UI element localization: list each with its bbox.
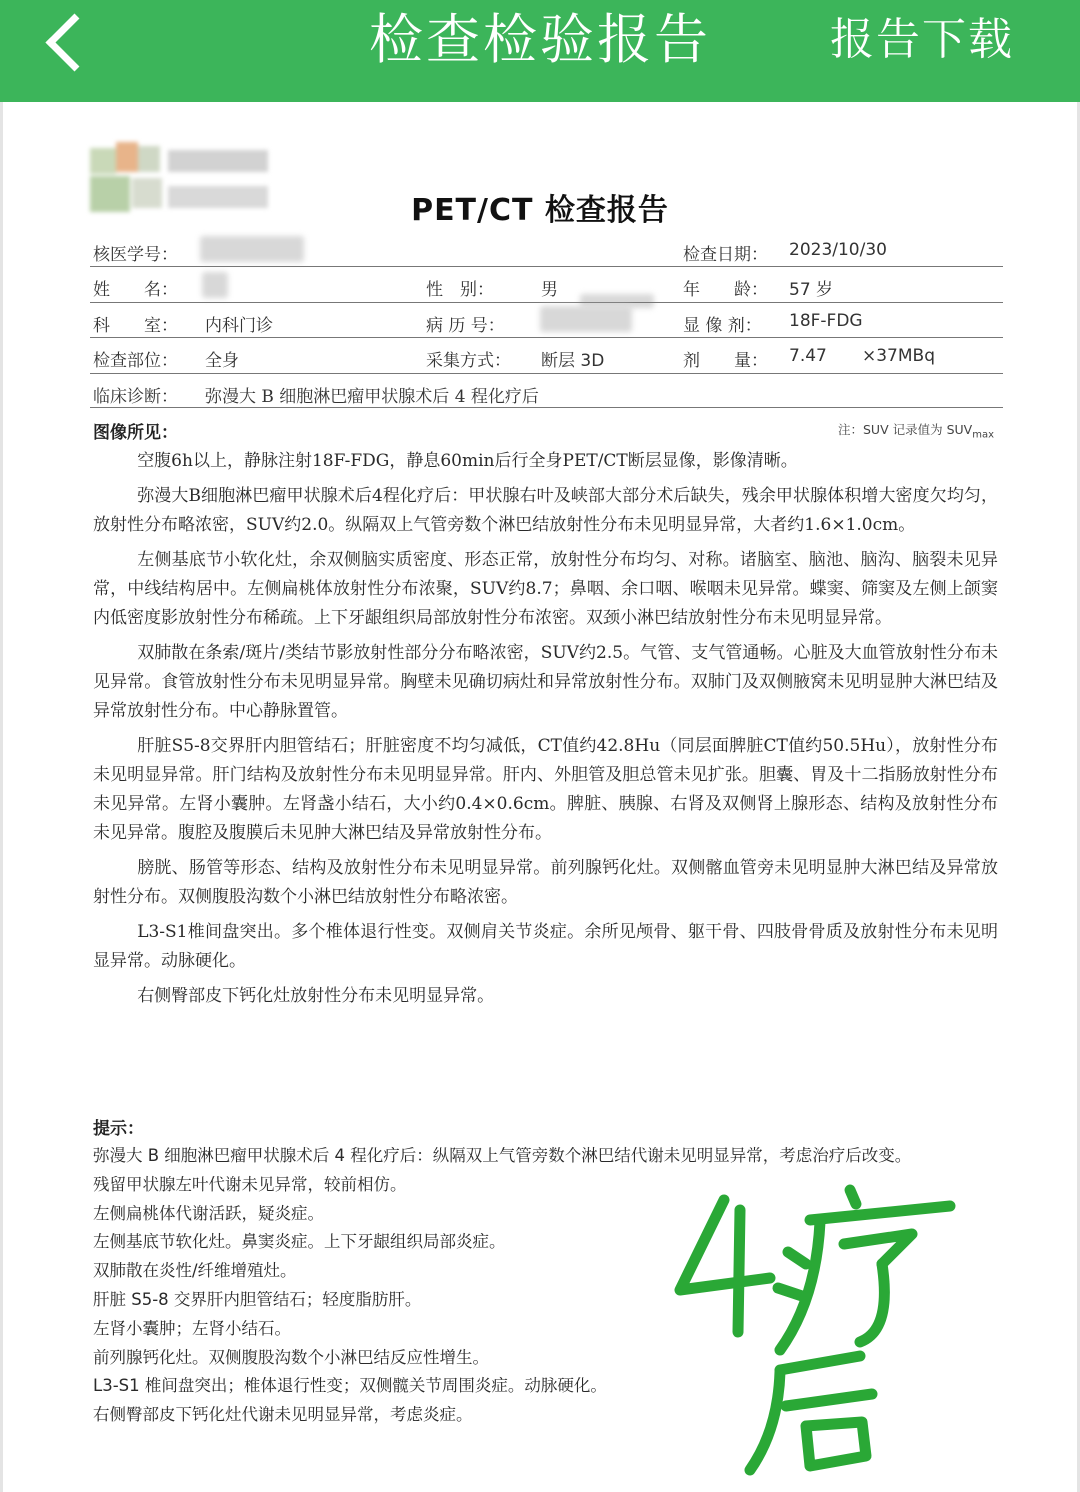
nuclear-no-redacted	[200, 236, 304, 262]
diagnosis-label: 临床诊断：	[93, 387, 178, 407]
gender-label: 性 别：	[426, 280, 494, 300]
dose-label: 剂 量：	[683, 351, 768, 371]
findings-paragraph: 弥漫大B细胞淋巴瘤甲状腺术后4程化疗后：甲状腺右叶及峡部大部分术后缺失，残余甲状腺体积增大密度欠均匀，放射性分布略浓密，SUV约2.0。纵隔双上气管旁数个淋巴结放射性分布未见明显异常，大者约1.6×1.0cm。	[93, 486, 998, 535]
hint-item: 左侧扁桃体代谢活跃，疑炎症。	[93, 1203, 324, 1223]
hint-item: 肝脏 S5-8 交界肝内胆管结石；轻度脂肪肝。	[93, 1289, 422, 1309]
findings-paragraph: 双肺散在条索/斑片/类结节影放射性部分分布略浓密，SUV约2.5。气管、支气管通畅。心脏及大血管放射性分布未见异常。食管放射性分布未见明显异常。胸壁未见确切病灶和异常放射性分布。双肺门及双侧腋窝未见明显肿大淋巴结及异常放射性分布。中心静脉置管。	[93, 643, 998, 721]
dose-value: 7.47	[789, 346, 827, 366]
hints-heading: 提示：	[93, 1119, 144, 1139]
findings-paragraph: 右侧臀部皮下钙化灶放射性分布未见明显异常。	[137, 986, 495, 1006]
agent-label: 显 像 剂：	[683, 316, 762, 336]
part-label: 检查部位：	[93, 351, 178, 371]
divider	[90, 337, 1003, 338]
name-label: 姓 名：	[93, 280, 178, 300]
age-value: 57 岁	[789, 280, 834, 300]
findings-paragraph: 肝脏S5-8交界肝内胆管结石；肝脏密度不均匀减低，CT值约42.8Hu（同层面脾脏CT值约50.5Hu），放射性分布未见明显异常。肝门结构及放射性分布未见明显异常。肝内、外胆管及胆总管未见扩张。胆囊、胃及十二指肠放射性分布未见异常。左肾小囊肿。左肾盏小结石，大小约0.4×0.6cm。脾脏、胰腺、右肾及双侧肾上腺形态、结构及放射性分布未见异常。腹腔及腹膜后未见肿大淋巴结及异常放射性分布。	[93, 736, 998, 843]
report-download-button[interactable]: 报告下载	[830, 14, 1014, 65]
hint-item: 残留甲状腺左叶代谢未见异常，较前相仿。	[93, 1174, 407, 1194]
agent-value: 18F-FDG	[789, 311, 863, 331]
findings-paragraph: L3-S1椎间盘突出。多个椎体退行性变。双侧肩关节炎症。余所见颅骨、躯干骨、四肢骨骨质及放射性分布未见明显异常。动脉硬化。	[93, 922, 998, 971]
age-label: 年 龄：	[683, 280, 768, 300]
exam-date-label: 检查日期：	[683, 245, 768, 265]
gender-value: 男	[541, 280, 558, 300]
name-redacted	[202, 272, 228, 298]
nuclear-no-label: 核医学号：	[93, 245, 178, 265]
dose-unit: ×37MBq	[862, 346, 935, 366]
page-title: 检查检验报告	[369, 8, 711, 71]
exam-date-value: 2023/10/30	[789, 240, 887, 260]
hint-item: 左肾小囊肿；左肾小结石。	[93, 1318, 291, 1338]
hint-item: L3-S1 椎间盘突出；椎体退行性变；双侧髋关节周围炎症。动脉硬化。	[93, 1376, 607, 1396]
hint-item: 左侧基底节软化灶。鼻窦炎症。上下牙龈组织局部炎症。	[93, 1232, 506, 1252]
findings-paragraph: 左侧基底节小软化灶，余双侧脑实质密度、形态正常，放射性分布均匀、对称。诸脑室、脑池、脑沟、脑裂未见异常，中线结构居中。左侧扁桃体放射性分布浓聚，SUV约8.7；鼻咽、余口咽、喉咽未见异常。蝶窦、筛窦及左侧上颌窦内低密度影放射性分布稀疏。上下牙龈组织局部放射性分布浓密。双颈小淋巴结放射性分布未见明显异常。	[93, 550, 998, 628]
dept-label: 科 室：	[93, 316, 178, 336]
divider	[90, 266, 1003, 267]
handwritten-annotation	[660, 1160, 980, 1480]
method-value: 断层 3D	[541, 351, 605, 371]
divider	[90, 302, 1003, 303]
findings-heading: 图像所见：	[93, 423, 178, 443]
record-no-redacted	[540, 306, 632, 332]
suv-note: 注：SUV 记录值为 $SUV_{max}$	[837, 422, 994, 441]
report-title: PET/CT 检查报告	[411, 193, 669, 228]
hint-item: 双肺散在炎性/纤维增殖灶。	[93, 1261, 297, 1281]
diagnosis-value: 弥漫大 B 细胞淋巴瘤甲状腺术后 4 程化疗后	[205, 387, 539, 407]
method-label: 采集方式：	[426, 351, 511, 371]
top-bar	[0, 0, 1080, 102]
hint-item: 弥漫大 B 细胞淋巴瘤甲状腺术后 4 程化疗后：纵隔双上气管旁数个淋巴结代谢未见明显异常，考虑治疗后改变。	[93, 1146, 912, 1165]
divider	[90, 373, 1003, 374]
record-no-label: 病 历 号：	[426, 316, 505, 336]
findings-text	[93, 447, 998, 1017]
findings-paragraph: 膀胱、肠管等形态、结构及放射性分布未见明显异常。前列腺钙化灶。双侧髂血管旁未见明显肿大淋巴结及异常放射性分布。双侧腹股沟数个小淋巴结放射性分布略浓密。	[93, 858, 998, 907]
divider	[90, 407, 1003, 408]
findings-paragraph: 空腹6h以上，静脉注射18F-FDG，静息60min后行全身PET/CT断层显像，影像清晰。	[137, 451, 798, 471]
part-value: 全身	[205, 351, 239, 371]
dept-value: 内科门诊	[205, 316, 273, 336]
hint-item: 右侧臀部皮下钙化灶代谢未见明显异常，考虑炎症。	[93, 1405, 473, 1425]
hint-item: 前列腺钙化灶。双侧腹股沟数个小淋巴结反应性增生。	[93, 1347, 489, 1367]
